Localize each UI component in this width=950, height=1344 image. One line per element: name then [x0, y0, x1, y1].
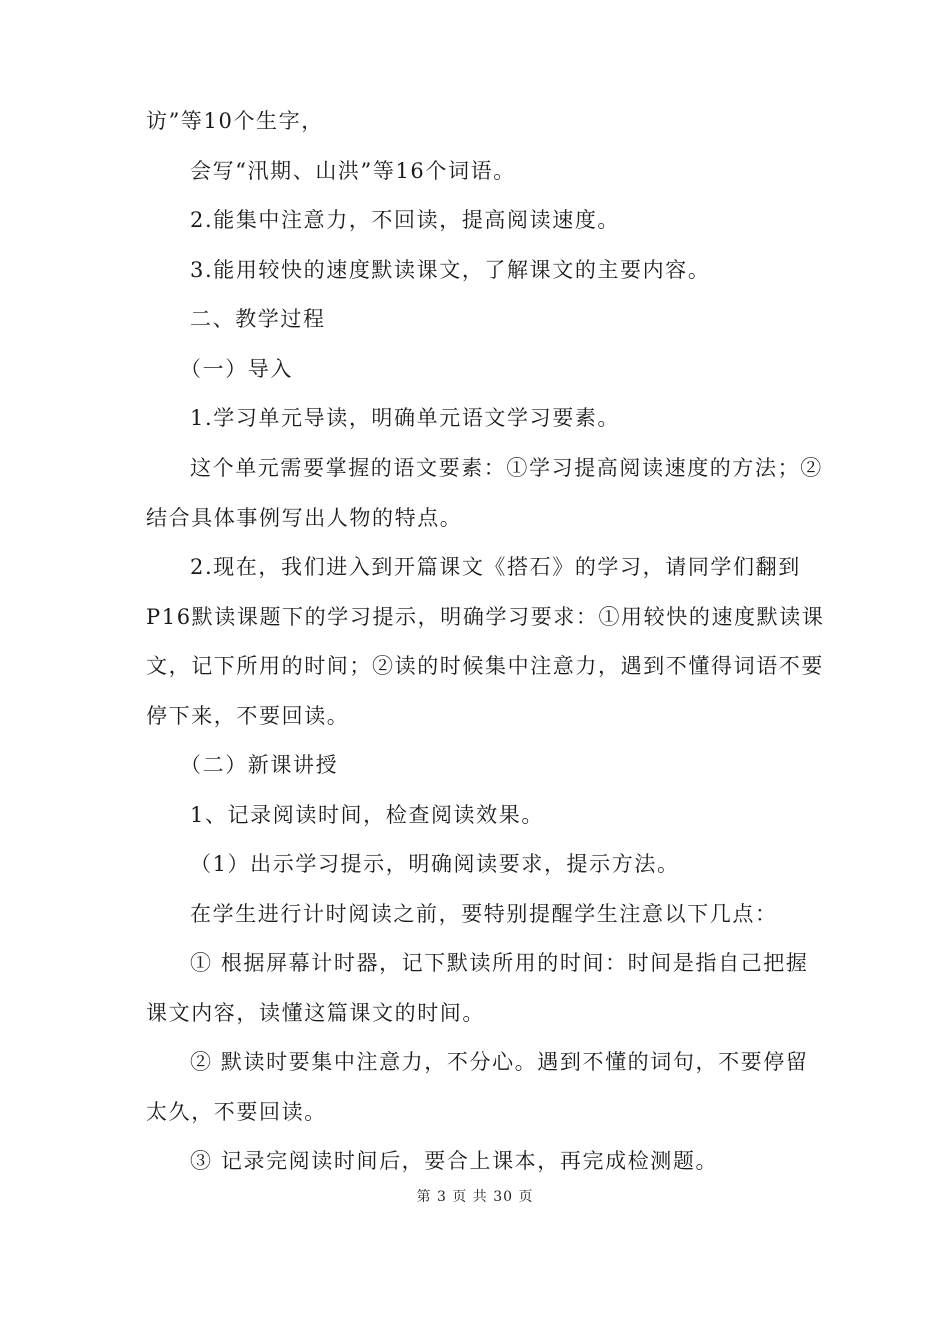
- paragraph-9: 2.现在，我们进入到开篇课文《搭石》的学习，请同学们翻到P16默读课题下的学习提示，明确学习要求：①用较快的速度默读课文，记下所用的时间；②读的时候集中注意力，遇到不懂得词语不要停下来，不要回读。: [146, 555, 825, 728]
- paragraph-7: 1.学习单元导读，明确单元语文学习要素。: [190, 406, 621, 430]
- paragraph-8: 这个单元需要掌握的语文要素：①学习提高阅读速度的方法；②结合具体事例写出人物的特点。: [146, 456, 823, 530]
- paragraph-11: 1、记录阅读时间，检查阅读效果。: [190, 803, 544, 827]
- section-heading-teaching-process: 二、教学过程: [190, 307, 326, 331]
- paragraph-4: 3.能用较快的速度默读课文，了解课文的主要内容。: [190, 258, 711, 282]
- paragraph-16: ③ 记录完阅读时间后，要合上课本，再完成检测题。: [190, 1149, 719, 1173]
- paragraph-1: 访”等10个生字，: [146, 109, 324, 133]
- paragraph-14: ① 根据屏幕计时器，记下默读所用的时间：时间是指自己把握课文内容，读懂这篇课文的时间。: [146, 951, 809, 1025]
- subsection-heading-new-lesson: （二）新课讲授: [180, 753, 339, 777]
- paragraph-12: （1）出示学习提示，明确阅读要求，提示方法。: [190, 852, 680, 876]
- subsection-heading-intro: （一）导入: [180, 357, 293, 381]
- paragraph-3: 2.能集中注意力，不回读，提高阅读速度。: [190, 208, 621, 232]
- paragraph-15: ② 默读时要集中注意力，不分心。遇到不懂的词句，不要停留太久，不要回读。: [146, 1050, 809, 1124]
- paragraph-13: 在学生进行计时阅读之前，要特别提醒学生注意以下几点：: [190, 902, 778, 926]
- page-footer: 第 3 页 共 30 页: [416, 1189, 534, 1205]
- paragraph-2: 会写“汛期、山洪”等16个词语。: [190, 159, 516, 183]
